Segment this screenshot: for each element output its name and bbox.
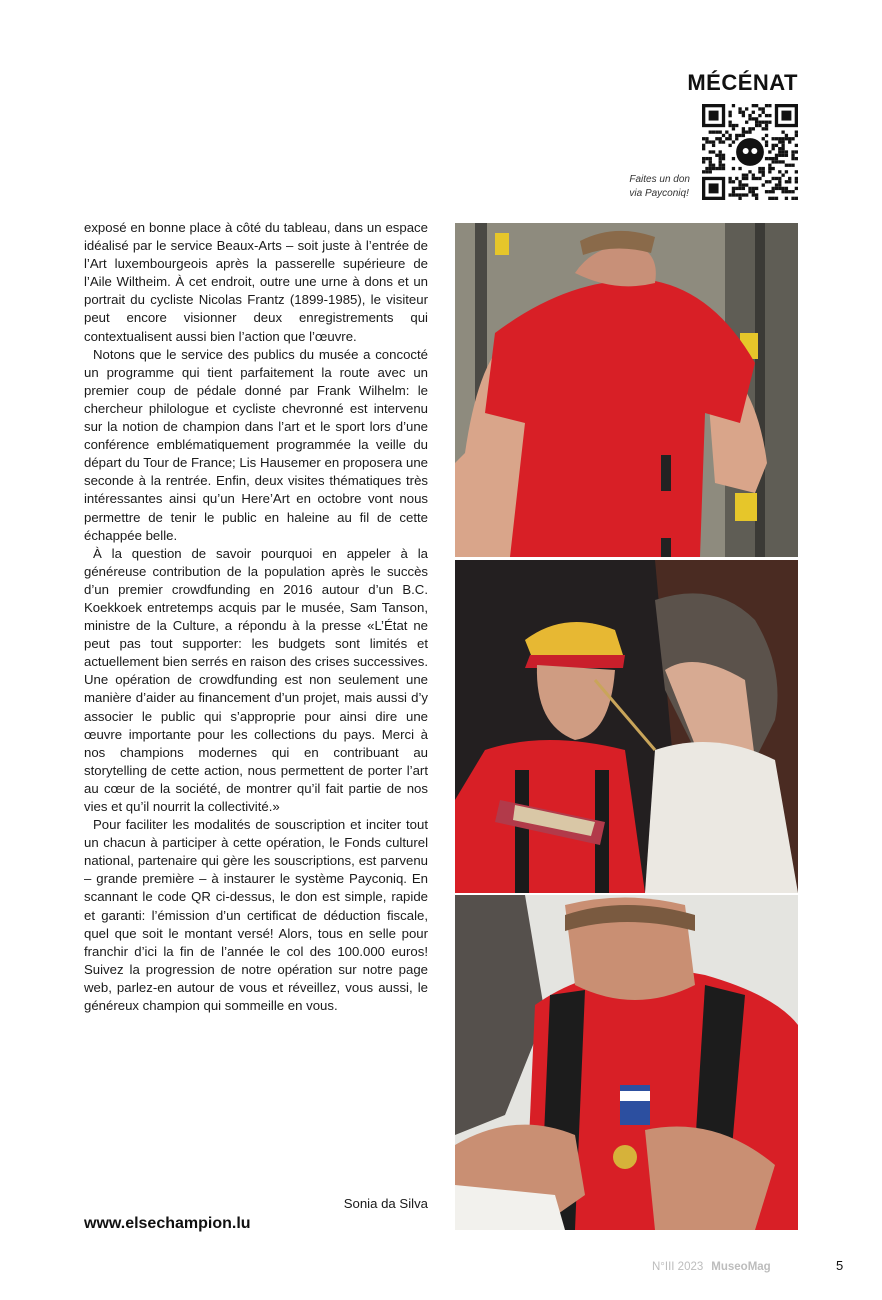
author-signature: Sonia da Silva — [343, 1196, 428, 1211]
payconiq-logo-icon — [736, 138, 764, 166]
photo-makeup — [455, 560, 798, 893]
photo-column — [455, 223, 798, 1230]
photo-jersey-back — [455, 223, 798, 557]
qr-caption — [629, 173, 690, 201]
article-body — [84, 219, 428, 1015]
article-paragraph-3: À la question de savoir pourquoi en appeler à la généreuse contribution de la population après le succès d’un premier crowdfunding en 2016 autour d’un B.C. Koekkoek entretemps acquis par le musée, Sam Tanson, ministre de la Culture, a répondu à la presse «L’État ne peut pas tout supporter: les budgets sont limités et actuellement bien serrés en raison des crises successives. Une opération de crowdfunding est non seulement une manière d’aider au financement d’un projet, mais aussi d’y associer le public qui s’approprie pour ainsi dire une œuvre importante pour les collections du pays. Merci à nos champions modernes qui en contribuant au storytelling de cette action, nous permettent de porter l’art au cœur de la société, de montrer qu’il fait partie de nos vies et qu’il nourrit la collectivité.» — [84, 545, 428, 814]
footer-magazine — [652, 1261, 771, 1273]
payconiq-qr-code[interactable] — [702, 104, 798, 200]
page-number: 5 — [836, 1258, 844, 1273]
article-paragraph-1: exposé en bonne place à côté du tableau, dans un espace idéalisé par le service Beaux-Arts – soit juste à l’entrée de l’Art luxembourgeois après la passerelle supérieure de l’Aile Wiltheim. À cet endroit, outre une urne à dons et un portrait du cycliste Nicolas Frantz (1899-1985), le visiteur peut encore visionner deux enregistrements qui contextualisent aussi bien l’action que l’œuvre. — [84, 220, 428, 344]
footer-issue: N°III 2023 — [652, 1261, 704, 1273]
article-paragraph-4: Pour faciliter les modalités de souscription et inciter tout un chacun à participer à cette opération, le Fonds culturel national, partenaire qui gère les souscriptions, est parvenu – grande première – à instaurer le système Payconiq. En scannant le code QR ci-dessus, le don est simple, rapide et garanti: l’émission d’un certificat de déduction fiscale, quel que soit le montant versé! Alors, tous en selle pour franchir d’ici la fin de l’année le col des 100.000 euros! Suivez la progression de notre opération sur notre page web, parlez-en autour de vous et réveillez, vous aussi, le généreux champion qui sommeille en vous. — [84, 817, 428, 1014]
article-paragraph-2: Notons que le service des publics du musée a concocté un programme qui tient parfaitement la route avec un premier coup de pédale donné par Frank Wilhelm: le chercheur philologue et cycliste chevronné est intervenu sur la notion de champion dans l’art et le sport lors d’une conférence emblématiquement programmée la veille du départ du Tour de France; Lis Hausemer en proposera une seconde à la rentrée. Enfin, deux visites thématiques très intéressantes ainsi qu’un Here’Art en octobre vont nous permettre de tenir le public en haleine au fil de cette échappée belle. — [84, 346, 428, 543]
photo-medal — [455, 895, 798, 1230]
qr-caption-line2: via Payconiq! — [629, 188, 689, 199]
qr-caption-line1: Faites un don — [629, 174, 690, 185]
website-link[interactable]: www.elsechampion.lu — [84, 1215, 251, 1232]
section-title: MÉCÉNAT — [687, 70, 798, 95]
footer-magazine-name: MuseoMag — [711, 1261, 771, 1273]
